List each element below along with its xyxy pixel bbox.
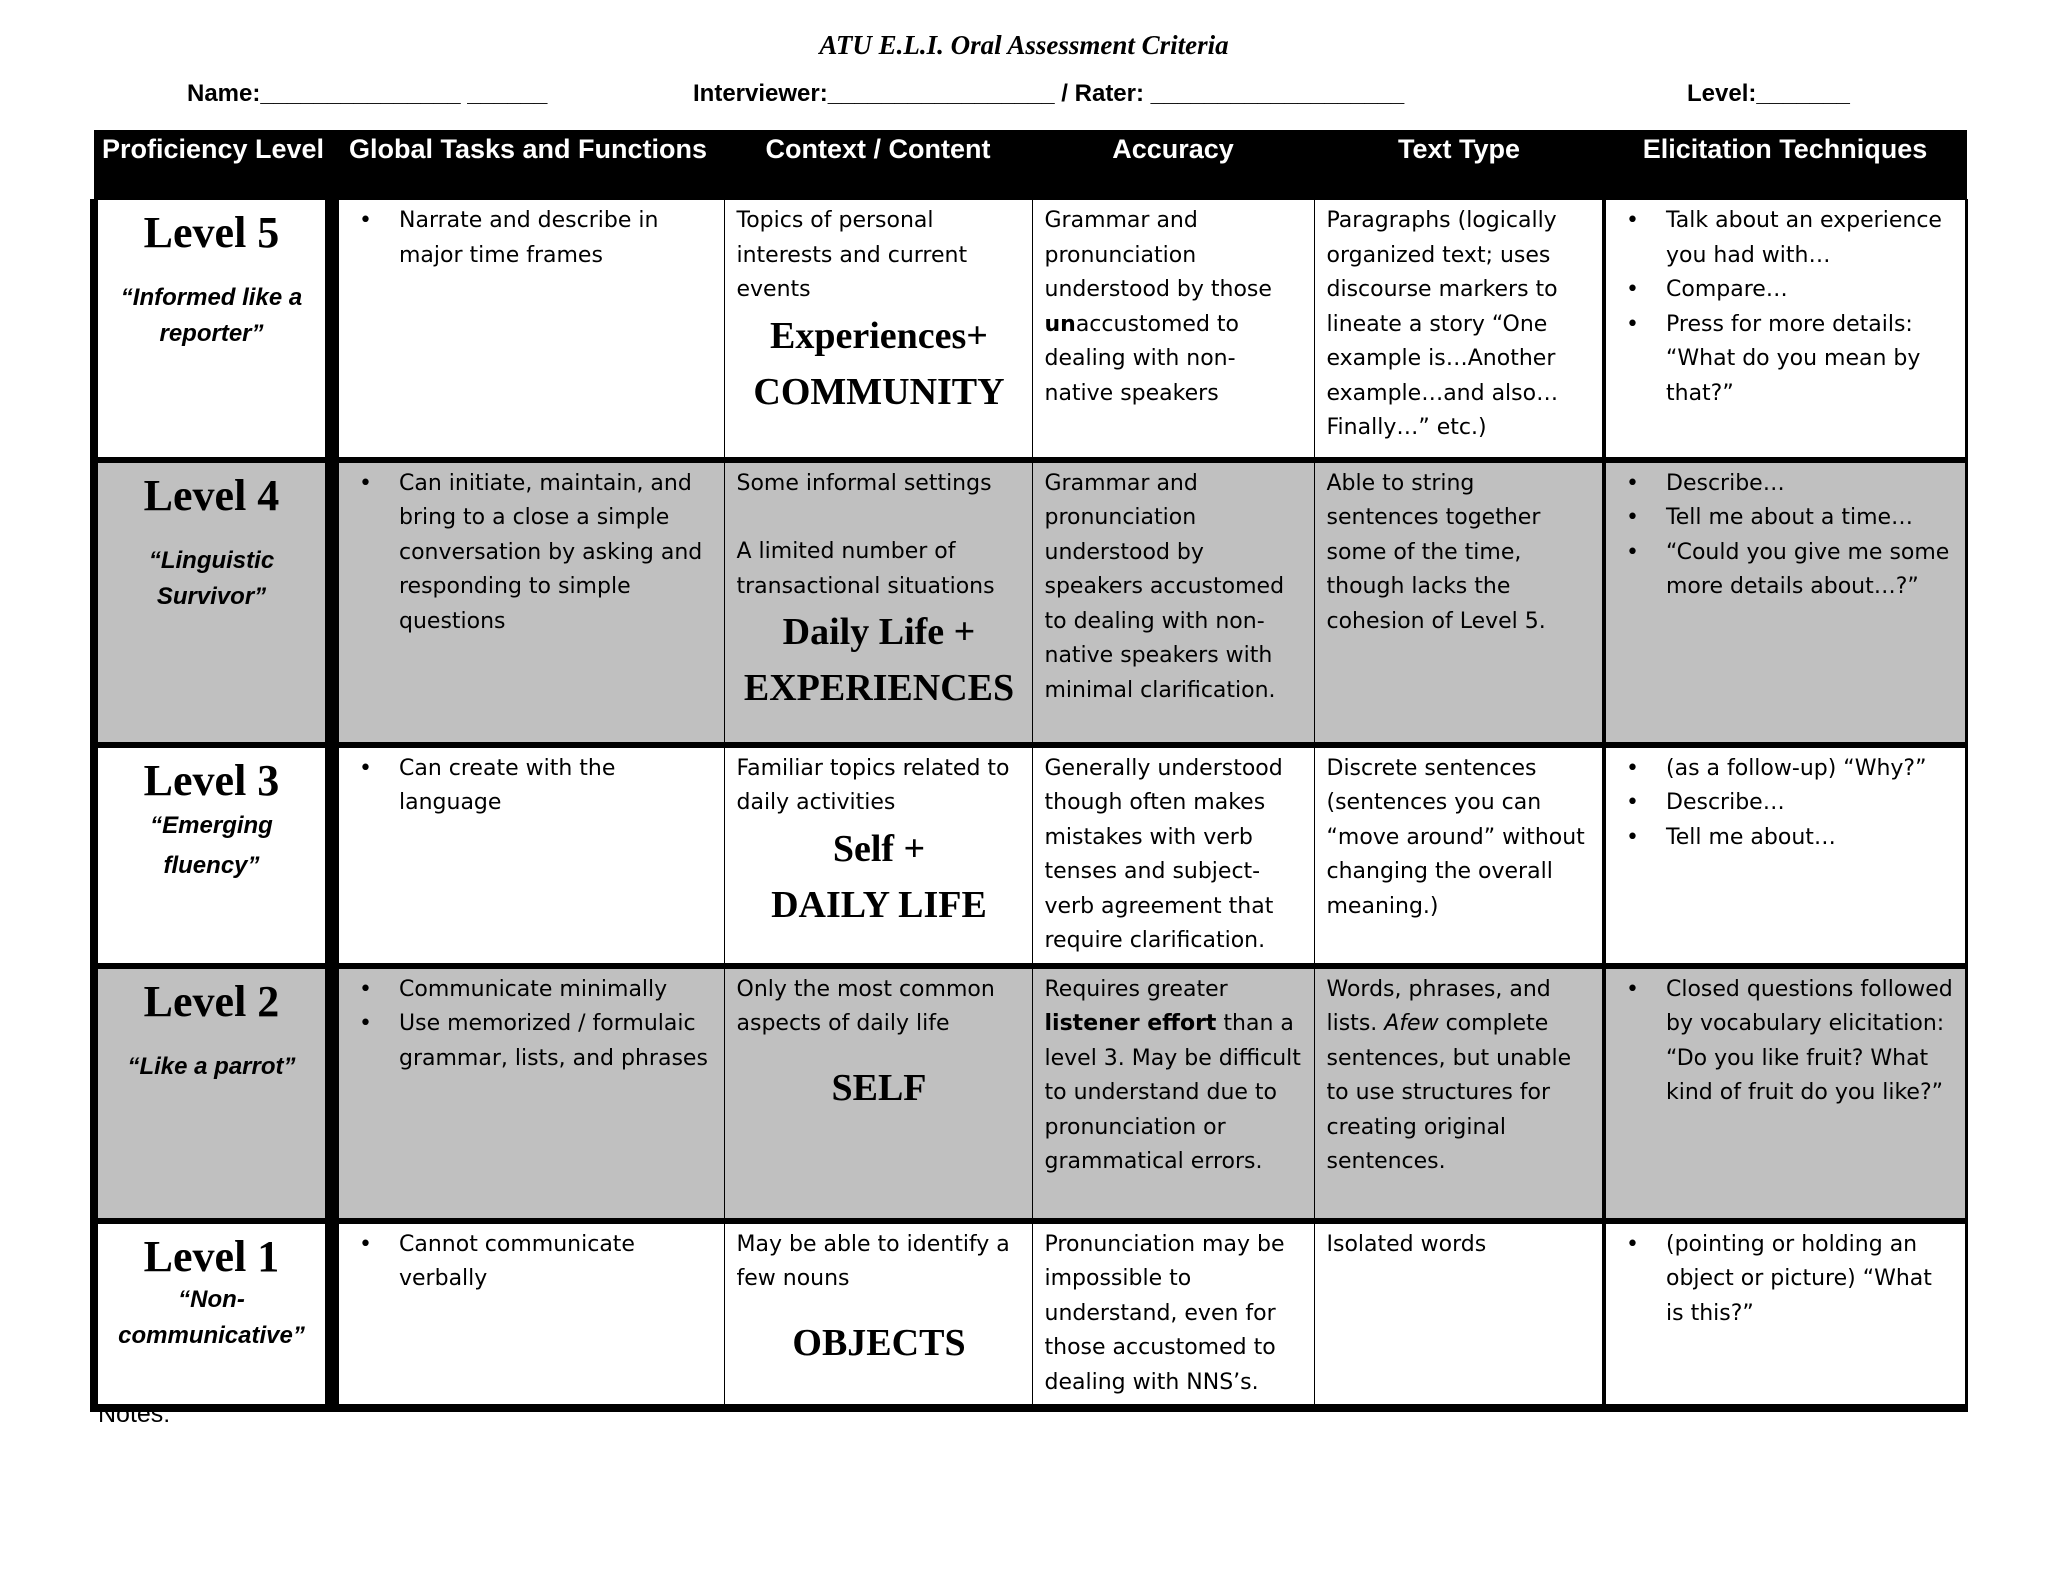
context-text: Some informal settings bbox=[736, 470, 992, 496]
context-keyword: EXPERIENCES bbox=[743, 667, 1015, 709]
accuracy-text: Grammar and pronunciation understood by those bbox=[1044, 208, 1272, 302]
list-item: • Describe… bbox=[1666, 467, 1955, 502]
column-header: Proficiency Level bbox=[94, 130, 332, 200]
tasks-cell bbox=[332, 460, 724, 745]
list-item: • Communicate minimally bbox=[399, 973, 714, 1008]
context-cell bbox=[724, 966, 1032, 1221]
text-type-cell: Able to string sentences together some of the time, though lacks the cohesion of Level 5. bbox=[1314, 460, 1604, 745]
accuracy-text: Requires greater bbox=[1044, 976, 1228, 1002]
context-keyword: Experiences+ bbox=[770, 314, 988, 357]
table-row bbox=[94, 460, 1966, 745]
notes-label: Notes: bbox=[98, 1400, 171, 1428]
column-header: Global Tasks and Functions bbox=[332, 130, 724, 200]
level-nickname: “Linguistic Survivor” bbox=[148, 546, 275, 610]
tasks-cell bbox=[332, 200, 724, 460]
tasks-cell bbox=[332, 966, 724, 1221]
accuracy-cell bbox=[1032, 200, 1314, 460]
accuracy-cell: Pronunciation may be impossible to understand, even for those accustomed to dealing with NNS’s. bbox=[1032, 1221, 1314, 1409]
list-item: • Describe… bbox=[1666, 786, 1955, 821]
context-keyword: OBJECTS bbox=[792, 1321, 966, 1364]
list-item: • Closed questions followed by vocabulary elicitation: “Do you like fruit? What kind of fruit do you like?” bbox=[1666, 973, 1955, 1111]
column-header: Text Type bbox=[1314, 130, 1604, 200]
accuracy-emphasis: listener effort bbox=[1044, 1011, 1217, 1036]
table-header-row bbox=[94, 130, 1966, 200]
accuracy-cell: Grammar and pronunciation understood by speakers accustomed to dealing with non-native speakers with minimal clarification. bbox=[1032, 460, 1314, 745]
context-text: Familiar topics related to daily activities bbox=[736, 755, 1010, 815]
context-cell bbox=[724, 460, 1032, 745]
context-cell bbox=[724, 1221, 1032, 1409]
level-nickname: “Like a parrot” bbox=[127, 1052, 296, 1080]
accuracy-cell: Generally understood though often makes mistakes with verb tenses and subject-verb agreement that require clarification. bbox=[1032, 745, 1314, 966]
context-keyword: Daily Life + bbox=[782, 611, 976, 653]
list-item: • Can initiate, maintain, and bring to a close a simple conversation by asking and responding to simple questions bbox=[399, 467, 714, 640]
list-item: • Tell me about a time… bbox=[1666, 501, 1955, 536]
list-item: • Narrate and describe in major time frames bbox=[399, 204, 714, 273]
elicitation-cell bbox=[1604, 200, 1966, 460]
level-title: Level 1 bbox=[143, 1231, 280, 1281]
list-item: • Tell me about… bbox=[1666, 821, 1955, 856]
list-item: • Can create with the language bbox=[399, 752, 714, 821]
level-cell bbox=[94, 1221, 332, 1409]
text-type-text: Words, phrases, and lists. bbox=[1326, 976, 1551, 1036]
accuracy-emphasis: un bbox=[1044, 311, 1076, 337]
context-text: Topics of personal interests and current events bbox=[736, 208, 968, 302]
elicitation-cell bbox=[1604, 745, 1966, 966]
text-type-emphasis: Afew bbox=[1384, 1011, 1439, 1036]
context-keyword: Self + bbox=[832, 827, 926, 870]
list-item: • Talk about an experience you had with… bbox=[1666, 204, 1955, 273]
context-text: Only the most common aspects of daily life bbox=[736, 976, 995, 1036]
level-field: Level:_______ bbox=[1687, 80, 1850, 107]
text-type-cell: Discrete sentences (sentences you can “move around” without changing the overall meaning.) bbox=[1314, 745, 1604, 966]
text-type-cell bbox=[1314, 966, 1604, 1221]
accuracy-text: accustomed to dealing with non-native speakers bbox=[1044, 311, 1240, 406]
level-nickname: “Emerging fluency” bbox=[150, 811, 273, 879]
table-row bbox=[94, 200, 1966, 460]
list-item: • Cannot communicate verbally bbox=[399, 1228, 714, 1297]
list-item: • (as a follow-up) “Why?” bbox=[1666, 752, 1955, 787]
table-row bbox=[94, 1221, 1966, 1409]
accuracy-cell bbox=[1032, 966, 1314, 1221]
level-title: Level 4 bbox=[143, 470, 280, 520]
level-cell bbox=[94, 966, 332, 1221]
context-keyword: SELF bbox=[831, 1066, 927, 1109]
elicitation-cell bbox=[1604, 460, 1966, 745]
context-keyword: COMMUNITY bbox=[753, 370, 1005, 413]
column-header: Context / Content bbox=[724, 130, 1032, 200]
context-text: May be able to identify a few nouns bbox=[736, 1231, 1010, 1291]
table-row bbox=[94, 745, 1966, 966]
level-nickname: “Non-communicative” bbox=[118, 1285, 305, 1349]
list-item: • “Could you give me some more details about…?” bbox=[1666, 536, 1955, 605]
level-nickname: “Informed like a reporter” bbox=[120, 284, 303, 347]
context-text: A limited number of transactional situations bbox=[736, 539, 995, 599]
tasks-cell bbox=[332, 745, 724, 966]
text-type-cell: Paragraphs (logically organized text; uses discourse markers to lineate a story “One example is…Another example…and also…Finally…” etc.) bbox=[1314, 200, 1604, 460]
context-cell bbox=[724, 200, 1032, 460]
text-type-text: complete sentences, but unable to use structures for creating original sentences. bbox=[1326, 1011, 1572, 1174]
elicitation-cell bbox=[1604, 966, 1966, 1221]
list-item: • Press for more details: “What do you mean by that?” bbox=[1666, 308, 1955, 412]
document-title: ATU E.L.I. Oral Assessment Criteria bbox=[819, 30, 1229, 60]
column-header: Accuracy bbox=[1032, 130, 1314, 200]
context-cell bbox=[724, 745, 1032, 966]
context-keyword: DAILY LIFE bbox=[771, 883, 987, 926]
column-header: Elicitation Techniques bbox=[1604, 130, 1966, 200]
text-type-cell: Isolated words bbox=[1314, 1221, 1604, 1409]
accuracy-text: than a level 3. May be difficult to understand due to pronunciation or grammatical errors. bbox=[1044, 1011, 1301, 1174]
table-row bbox=[94, 966, 1966, 1221]
level-title: Level 2 bbox=[143, 976, 280, 1026]
list-item: • (pointing or holding an object or picture) “What is this?” bbox=[1666, 1228, 1955, 1332]
name-field: Name:_______________ ______ bbox=[187, 80, 548, 107]
list-item: • Compare… bbox=[1666, 273, 1955, 308]
level-title: Level 5 bbox=[143, 208, 280, 257]
level-cell bbox=[94, 745, 332, 966]
list-item: • Use memorized / formulaic grammar, lists, and phrases bbox=[399, 1007, 714, 1076]
level-title: Level 3 bbox=[143, 755, 280, 805]
elicitation-cell bbox=[1604, 1221, 1966, 1409]
interviewer-rater-field: Interviewer:_________________ / Rater: ___________________ bbox=[693, 80, 1405, 107]
tasks-cell bbox=[332, 1221, 724, 1409]
assessment-rubric-table bbox=[90, 130, 1968, 1412]
level-cell bbox=[94, 200, 332, 460]
level-cell bbox=[94, 460, 332, 745]
